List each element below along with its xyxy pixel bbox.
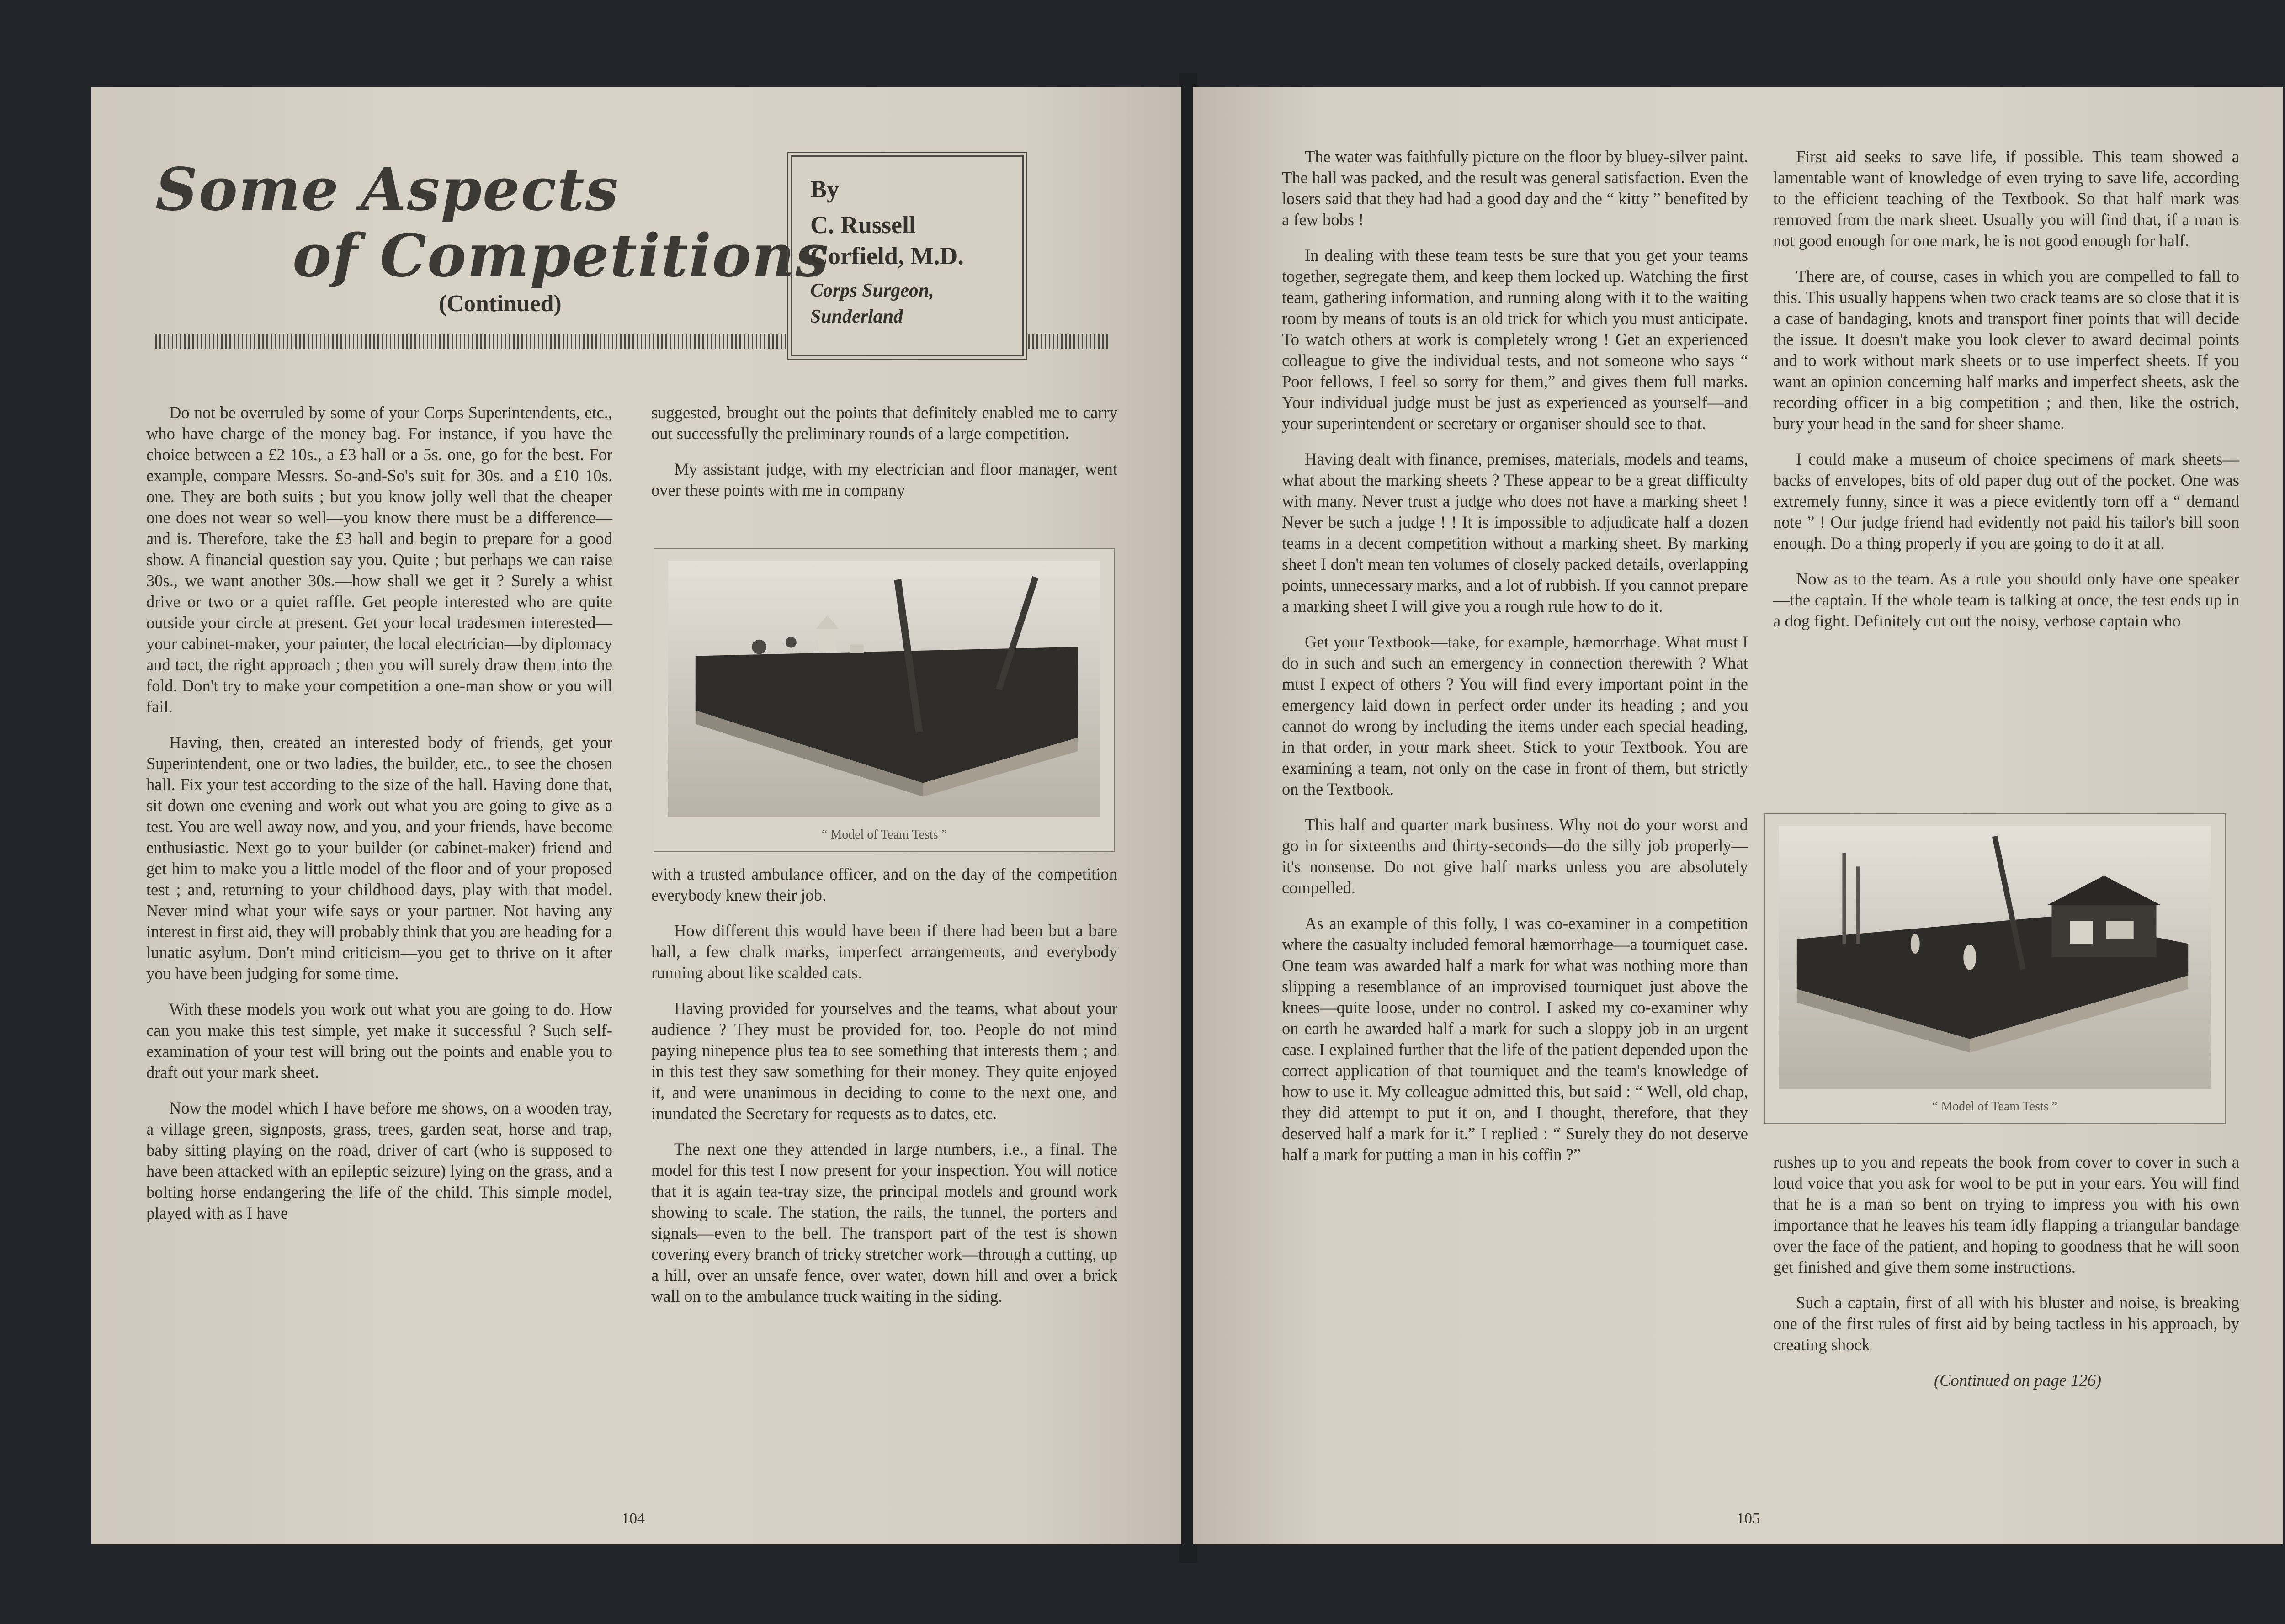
paragraph: With these models you work out what you are going to do. How can you make this test simple, yet make it successful ? Such self-examination of your test will bring out the points and enable you to draft out your mark sheet. xyxy=(146,1000,612,1082)
paragraph: How different this would have been if there had been but a bare hall, a few chalk marks, imperfect arrangements, and everybody running about like scalded cats. xyxy=(651,921,1117,982)
right-page xyxy=(1193,87,2283,1544)
paragraph: This half and quarter mark business. Why not do your worst and go in for sixteenths and thirty-seconds—do the silly job properly—it's nonsense. Do not give half marks unless you are absolutely compelled. xyxy=(1282,815,1748,897)
text-column-4-bottom xyxy=(1773,1152,2239,1406)
page-number: 104 xyxy=(622,1510,645,1527)
continued-label: (Continued) xyxy=(439,291,562,317)
figure-model-railway xyxy=(654,548,1115,852)
paragraph: rushes up to you and repeats the book from cover to cover in such a loud voice that you ask for wool to be put in your ears. You will find that he is a man so bent on trying to impress you with his own importance that he leaves his team idly flapping a triangular bandage over the face of the patient, and hoping to goodness that he will soon get finished and give them some instructions. xyxy=(1773,1152,2239,1276)
paragraph: Having, then, created an interested body of friends, get your Superintendent, one or two ladies, the builder, etc., to see the chosen hall. Fix your test according to the size of the hall. Having done that, sit down one evening and work out what you are going to give as a test. You are well away now, and you, and your friends, have become enthusiastic. Next go to your builder (or cabinet-maker) friend and get him to make you a little model of the floor and of your proposed test ; and, returning to your childhood days, play with that model. Never mind what your wife says or your partner. Not having any interest in first aid, they will probably think that you are heading for a lunatic asylum. Don't mind criticism—you get to thrive on it after you have been judging for some time. xyxy=(146,733,612,983)
text-column-1 xyxy=(146,402,612,1238)
byline-by: By xyxy=(810,175,840,203)
byline-box xyxy=(791,155,1024,356)
paragraph: Do not be overruled by some of your Corps Superintendents, etc., who have charge of the money bag. For instance, if you have the choice between a £2 10s., a £3 hall or a 5s. one, go for the best. For example, compare Messrs. So-and-So's suit for 30s. and a £10 10s. one. They are both suits ; but you know jolly well that the cheaper one does not wear so well—you know there must be a difference—and is. Therefore, take the £3 hall and begin to prepare for a good show. A financial question say you. Quite ; but perhaps we can raise 30s., we want another 30s.—how shall we get it ? Surely a whist drive or two or a quiet raffle. Get people interested who are quite outside your circle at present. Get your local tradesmen interested—your cabinet-maker, your painter, the local electrician—by diplomacy and tact, the right approach ; then you will surely draw them into the fold. Don't try to make your competition a one-man show or you will fail. xyxy=(146,403,612,716)
paragraph: The water was faithfully picture on the floor by bluey-silver paint. The hall was packed, and the result was general satisfaction. Even the losers said that they had had a good day and the “ kitty ” benefited by a few bobs ! xyxy=(1282,147,1748,229)
paragraph: Having provided for yourselves and the teams, what about your audience ? They must be provided for, too. People do not mind paying ninepence plus tea to see something that interests them ; and in this test they saw something for their money. They quite enjoyed it, and were unanimous in deciding to come to the next one, and inundated the Secretary for requests as to dates, etc. xyxy=(651,999,1117,1123)
left-page xyxy=(91,87,1181,1544)
title-line-1: Some Aspects xyxy=(155,155,619,224)
paragraph: First aid seeks to save life, if possible. This team showed a lamentable want of knowledge of even trying to save life, according to the efficient teaching of the Textbook. So that half mark was removed from the mark sheet. Usually you will find that, if a man is not good enough for one mark, he is not good enough for half. xyxy=(1773,147,2239,250)
model-photo xyxy=(1779,826,2211,1089)
text-column-2-top xyxy=(651,402,1117,515)
paragraph: suggested, brought out the points that definitely enabled me to carry out successfully the preliminary rounds of a large competition. xyxy=(651,403,1117,443)
model-station-image xyxy=(1779,826,2211,1089)
paragraph: In dealing with these team tests be sure that you get your teams together, segregate them, and keep them locked up. Watching the first team, gathering information, and running along with it to the waiting room by means of touts is an old trick for which you must anticipate. To watch others at work is completely wrong ! Get an experienced colleague to give the individual tests, and not someone who says “ Poor fellows, I feel so sorry for them,” and gives them full marks. Your individual judge must be just as experienced as yourself—and your superintendent or secretary or organiser should see to that. xyxy=(1282,246,1748,433)
decorative-rule xyxy=(1028,334,1111,349)
text-column-4-top xyxy=(1773,146,2239,646)
continued-note: (Continued on page 126) xyxy=(1934,1371,2101,1390)
text-column-2-bottom xyxy=(651,864,1117,1321)
figure-model-station xyxy=(1764,813,2226,1124)
paragraph: Now as to the team. As a rule you should only have one speaker—the captain. If the whole team is talking at once, the test ends up in a dog fight. Definitely cut out the noisy, verbose captain who xyxy=(1773,569,2239,630)
figure-caption: “ Model of Team Tests ” xyxy=(821,828,947,842)
paragraph: Now the model which I have before me shows, on a wooden tray, a village green, signposts, grass, trees, garden seat, horse and trap, baby sitting playing on the road, driver of cart (who is supposed to have been attacked with an epileptic seizure) lying on the grass, and a bolting horse endangering the life of the child. This simple model, played with as I have xyxy=(146,1099,612,1222)
figure-caption: “ Model of Team Tests ” xyxy=(1932,1099,2058,1114)
decorative-rule xyxy=(155,334,786,349)
paragraph: Get your Textbook—take, for example, hæmorrhage. What must I do in such and such an emergency in connection therewith ? What must I expect of others ? You will find every important point in the emergency laid down in perfect order under its heading ; and you cannot do wrong by including the items under each special heading, in that order, in your mark sheet. Stick to your Textbook. You are examining a team, not only on the case in front of them, but strictly on the Textbook. xyxy=(1282,632,1748,798)
title-line-2: of Competitions xyxy=(292,222,829,290)
paragraph: There are, of course, cases in which you are compelled to fall to this. This usually happens when two crack teams are so close that it is a case of bandaging, knots and transport finer points that will decide the issue. It doesn't make you look clever to award decimal points and to work without mark sheets or to use imperfect sheets. If you want an opinion concerning half marks and imperfect sheets, ask the recording officer in a big competition ; and then, like the ostrich, bury your head in the sand for sheer shame. xyxy=(1773,267,2239,433)
page-number: 105 xyxy=(1737,1510,1760,1527)
author-name: C. Russell Corfield, M.D. xyxy=(810,211,964,270)
paragraph: Having dealt with finance, premises, materials, models and teams, what about the marking sheets ? These appear to be a great difficulty with many. Never trust a judge who does not have a marking sheet ! Never be such a judge ! ! It is impossible to adjudicate half a dozen teams in a decent competition without a marking sheet. By marking sheet I don't mean ten volumes of closely packed details, overlapping points, unnecessary marks, and a lot of rubbish. If you cannot prepare a marking sheet I will give you a rough rule how to do it. xyxy=(1282,450,1748,616)
paragraph: Such a captain, first of all with his bluster and noise, is breaking one of the first rules of first aid by being tactless in his approach, by creating shock xyxy=(1773,1293,2239,1354)
paragraph: My assistant judge, with my electrician and floor manager, went over these points with me in company xyxy=(651,460,1117,499)
author-role: Corps Surgeon, Sunderland xyxy=(810,280,934,327)
text-column-3 xyxy=(1282,146,1748,1180)
model-railway-image xyxy=(668,561,1100,817)
paragraph: As an example of this folly, I was co-examiner in a competition where the casualty included femoral hæmorrhage—a tourniquet case. One team was awarded half a mark for what was nothing more than slipping a resemblance of an improvised tourniquet just above the knees—quite loose, under no control. I asked my co-examiner why on earth he awarded half a mark for such a sloppy job in an urgent case. I explained further that the life of the patient depended upon the correct application of that tourniquet and the team's knowledge of how to use it. My colleague admitted this, but said : “ Well, old chap, they did attempt to put it on, and I thought, therefore, that they deserved half a mark for it.” I replied : “ Surely they do not deserve half a mark for putting a man in his coffin ?” xyxy=(1282,914,1748,1164)
paragraph: The next one they attended in large numbers, i.e., a final. The model for this test I now present for your inspection. You will notice that it is again tea-tray size, the principal models and ground work showing to scale. The station, the rails, the tunnel, the porters and signals—even to the bell. The transport part of the test is shown covering every branch of tricky stretcher work—through a cutting, up a hill, over an unsafe fence, over water, down hill and over a brick wall on to the ambulance truck waiting in the siding. xyxy=(651,1140,1117,1306)
paragraph: I could make a museum of choice specimens of mark sheets—backs of envelopes, bits of old paper dug out of the pocket. One was extremely funny, since it was a piece evidently torn off a “ demand note ” ! Our judge friend had evidently not paid his tailor's bill soon enough. Do a thing properly if you are going to do it at all. xyxy=(1773,450,2239,552)
paragraph: with a trusted ambulance officer, and on the day of the competition everybody knew their job. xyxy=(651,865,1117,904)
model-photo xyxy=(668,561,1100,817)
